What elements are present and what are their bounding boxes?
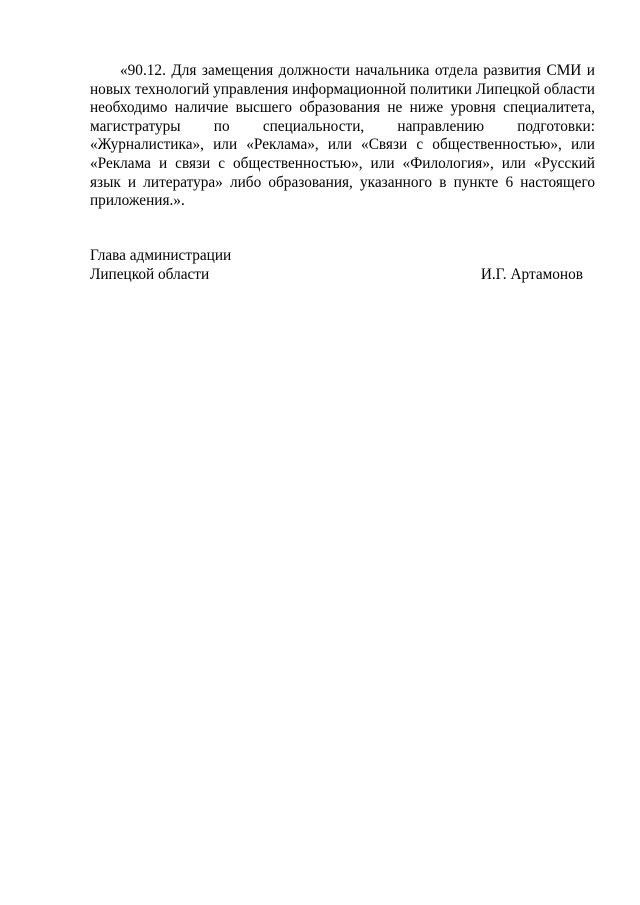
amendment-paragraph: «90.12. Для замещения должности начальника отдела развития СМИ и новых технологий управления информационной политики Липецкой области необходимо наличие высшего образования не ниже уровня специалитета, магистратуры по специальности, направлению подготовки: «Журналистика», или «Реклама», или «Связи с общественностью», или «Реклама и связи с общественностью», или «Филология», или «Русский язык и литература» либо образования, указанного в пункте 6 настоящего приложения.». [90,62,595,210]
signatory-title-line-2: Липецкой области [90,266,210,283]
signatory-title-line-1: Глава администрации [90,247,232,264]
signatory-name: И.Г. Артамонов [480,266,583,283]
